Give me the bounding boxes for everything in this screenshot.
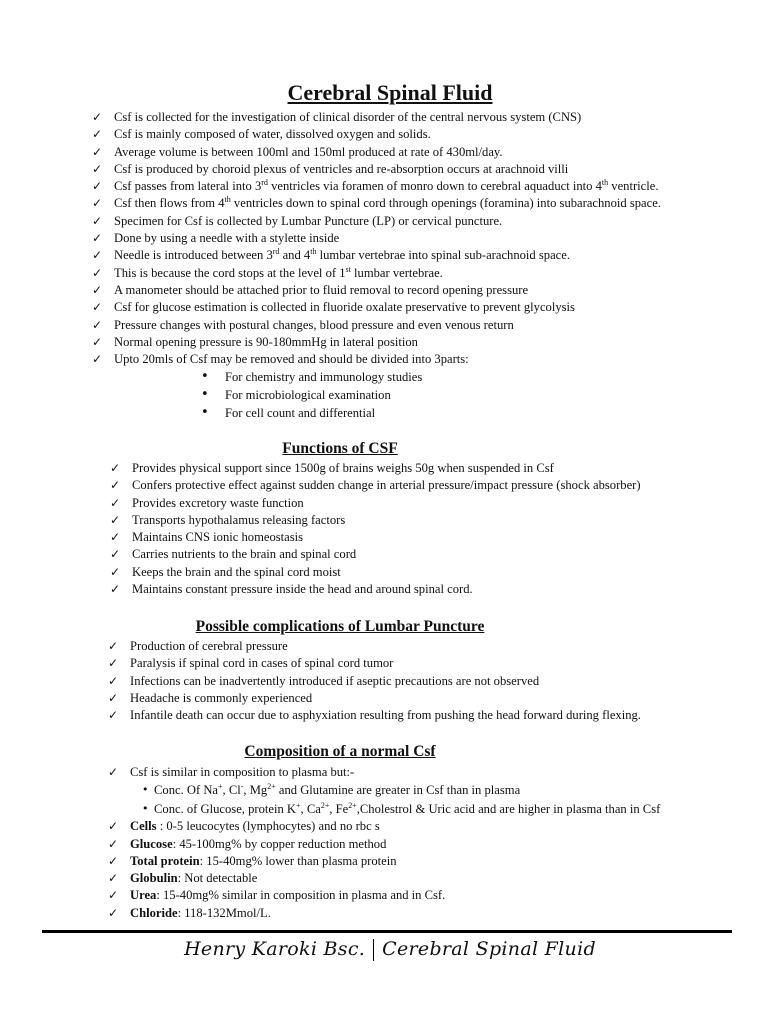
check-mark-icon: ✓ bbox=[110, 495, 121, 510]
list-item: ✓ Specimen for Csf is collected by Lumbar Puncture (LP) or cervical puncture. bbox=[92, 213, 661, 230]
check-mark-icon: ✓ bbox=[110, 512, 121, 527]
check-mark-icon: ✓ bbox=[108, 656, 119, 671]
list-item: • Conc. of Glucose, protein K+, $Ca^{2+}$, $Fe^{2+},Cholestrol$ & Uric acid and are higher in plasma than in Csf bbox=[136, 800, 660, 819]
list-item: • For chemistry and immunology studies bbox=[201, 369, 423, 384]
list-item: ✓ Urea: 15-40mg% similar in composition in plasma and in Csf. bbox=[108, 887, 660, 904]
list-item: ✓ Done by using a needle with a stylette inside bbox=[92, 230, 661, 247]
check-mark-icon: ✓ bbox=[108, 819, 119, 834]
list-item: • Conc. Of Na+, Cl-, $Mg^{2+}$ and Glutamine are greater in Csf than in plasma bbox=[136, 781, 660, 800]
footer-divider bbox=[42, 930, 732, 933]
list-item: ✓ Glucose: 45-100mg% by copper reduction method bbox=[108, 836, 660, 853]
check-mark-icon: ✓ bbox=[92, 144, 103, 159]
bullet-icon: • bbox=[201, 369, 209, 384]
composition-heading: Composition of a normal Csf bbox=[244, 743, 436, 760]
list-item: ✓ Infantile death can occur due to asphyxiation resulting from pushing the head forward during flexing. bbox=[108, 707, 641, 724]
list-item: ✓ Production of cerebral pressure bbox=[108, 638, 641, 655]
footer-author: Henry Karoki Bsc. bbox=[184, 938, 366, 960]
list-item: ✓ A manometer should be attached prior to fluid removal to record opening pressure bbox=[92, 282, 661, 299]
functions-heading: Functions of CSF bbox=[282, 440, 398, 457]
list-item: ✓ Infections can be inadvertently introduced if aseptic precautions are not observed bbox=[108, 673, 641, 690]
composition-list bbox=[108, 764, 660, 922]
list-item: ✓ Csf passes from lateral into 3rd ventricles via foramen of monro down to cerebral aquaduct into 4th ventricle. bbox=[92, 178, 661, 195]
bullet-icon: • bbox=[142, 801, 149, 815]
check-mark-icon: ✓ bbox=[108, 853, 119, 868]
list-item: ✓ Normal opening pressure is 90-180mmHg in lateral position bbox=[92, 334, 661, 351]
check-mark-icon: ✓ bbox=[92, 179, 103, 194]
list-item: ✓ Confers protective effect against sudden change in arterial pressure/impact pressure (shock absorber) bbox=[110, 477, 641, 494]
list-item: ✓ Needle is introduced between 3rd and 4th lumbar vertebrae into spinal sub-arachnoid space. bbox=[92, 247, 661, 264]
check-mark-icon: ✓ bbox=[110, 547, 121, 562]
list-item: ✓ Cells : 0-5 leucocytes (lymphocytes) and no rbc s bbox=[108, 818, 660, 835]
check-mark-icon: ✓ bbox=[92, 300, 103, 315]
list-item: ✓ Globulin: Not detectable bbox=[108, 870, 660, 887]
bullet-icon: • bbox=[142, 783, 149, 797]
check-mark-icon: ✓ bbox=[92, 317, 103, 332]
list-item: ✓ Paralysis if spinal cord in cases of spinal cord tumor bbox=[108, 655, 641, 672]
check-mark-icon: ✓ bbox=[110, 530, 121, 545]
list-item: ✓ Csf for glucose estimation is collected in fluoride oxalate preservative to prevent glycolysis bbox=[92, 299, 661, 316]
list-item: ✓ Chloride: 118-132Mmol/L. bbox=[108, 905, 660, 922]
list-item: ✓ Provides excretory waste function bbox=[110, 495, 641, 512]
intro-list bbox=[92, 109, 661, 368]
check-mark-icon: ✓ bbox=[92, 161, 103, 176]
check-mark-icon: ✓ bbox=[92, 196, 103, 211]
parts-list bbox=[201, 368, 422, 422]
list-item: ✓ Maintains constant pressure inside the head and around spinal cord. bbox=[110, 581, 641, 598]
check-mark-icon: ✓ bbox=[110, 461, 121, 475]
page-footer bbox=[0, 938, 768, 961]
check-mark-icon: ✓ bbox=[92, 334, 103, 349]
bullet-icon: • bbox=[201, 387, 209, 402]
check-mark-icon: ✓ bbox=[110, 478, 121, 493]
check-mark-icon: ✓ bbox=[108, 871, 119, 886]
check-mark-icon: ✓ bbox=[108, 673, 119, 688]
check-mark-icon: ✓ bbox=[108, 905, 119, 920]
check-mark-icon: ✓ bbox=[108, 836, 119, 851]
check-mark-icon: ✓ bbox=[92, 265, 103, 280]
check-mark-icon: ✓ bbox=[92, 127, 103, 142]
check-mark-icon: ✓ bbox=[110, 564, 121, 579]
check-mark-icon: ✓ bbox=[108, 888, 119, 903]
list-item: ✓ Provides physical support since 1500g of brains weighs 50g when suspended in Csf bbox=[110, 460, 641, 477]
check-mark-icon: ✓ bbox=[92, 248, 103, 263]
check-mark-icon: ✓ bbox=[108, 639, 119, 653]
footer-separator bbox=[373, 939, 374, 961]
list-item: ✓ Carries nutrients to the brain and spinal cord bbox=[110, 546, 641, 563]
complications-heading: Possible complications of Lumbar Puncture bbox=[195, 618, 485, 635]
list-item: ✓ Total protein: 15-40mg% lower than plasma protein bbox=[108, 853, 660, 870]
list-item: ✓ Upto 20mls of Csf may be removed and should be divided into 3parts: bbox=[92, 351, 661, 368]
composition-sublist bbox=[136, 781, 660, 818]
list-item: • For cell count and differential bbox=[201, 405, 376, 420]
list-item: ✓ Csf is mainly composed of water, dissolved oxygen and solids. bbox=[92, 126, 661, 143]
list-item: ✓ Keeps the brain and the spinal cord moist bbox=[110, 564, 641, 581]
list-item: ✓ Csf is collected for the investigation of clinical disorder of the central nervous system (CNS) bbox=[92, 109, 661, 126]
check-mark-icon: ✓ bbox=[92, 352, 103, 367]
list-item: ✓ Pressure changes with postural changes, blood pressure and even venous return bbox=[92, 317, 661, 334]
check-mark-icon: ✓ bbox=[110, 582, 121, 597]
check-mark-icon: ✓ bbox=[92, 282, 103, 297]
list-item: ✓ Maintains CNS ionic homeostasis bbox=[110, 529, 641, 546]
list-item: • For microbiological examination bbox=[201, 387, 391, 402]
check-mark-icon: ✓ bbox=[108, 690, 119, 705]
functions-list bbox=[110, 460, 641, 598]
check-mark-icon: ✓ bbox=[92, 110, 103, 124]
bullet-icon: • bbox=[201, 405, 209, 420]
footer-doc-title: Cerebral Spinal Fluid bbox=[382, 938, 596, 960]
page-title: Cerebral Spinal Fluid bbox=[287, 80, 493, 105]
list-item: ✓ Csf is produced by choroid plexus of ventricles and re-absorption occurs at arachnoid villi bbox=[92, 161, 661, 178]
check-mark-icon: ✓ bbox=[108, 708, 119, 723]
list-item: ✓ Average volume is between 100ml and 150ml produced at rate of 430ml/day. bbox=[92, 144, 661, 161]
complications-list bbox=[108, 638, 641, 724]
list-item: ✓ Csf is similar in composition to plasma but:- • Conc. Of Na+, Cl-, $Mg^{2+}$ and Glutamine are greater in Csf than in plasma • Conc. of Glucose, protein K+, $Ca^{2+}$, $Fe^{2+},Cholestrol$ & Uric acid and are higher in plasma than in Csf bbox=[108, 764, 660, 818]
list-item: ✓ Headache is commonly experienced bbox=[108, 690, 641, 707]
check-mark-icon: ✓ bbox=[92, 231, 103, 246]
check-mark-icon: ✓ bbox=[108, 765, 119, 779]
list-item: ✓ This is because the cord stops at the level of 1st lumbar vertebrae. bbox=[92, 265, 661, 282]
check-mark-icon: ✓ bbox=[92, 213, 103, 228]
list-item: ✓ Transports hypothalamus releasing factors bbox=[110, 512, 641, 529]
list-item: ✓ Csf then flows from 4th ventricles down to spinal cord through openings (foramina) into subarachnoid space. bbox=[92, 195, 661, 212]
